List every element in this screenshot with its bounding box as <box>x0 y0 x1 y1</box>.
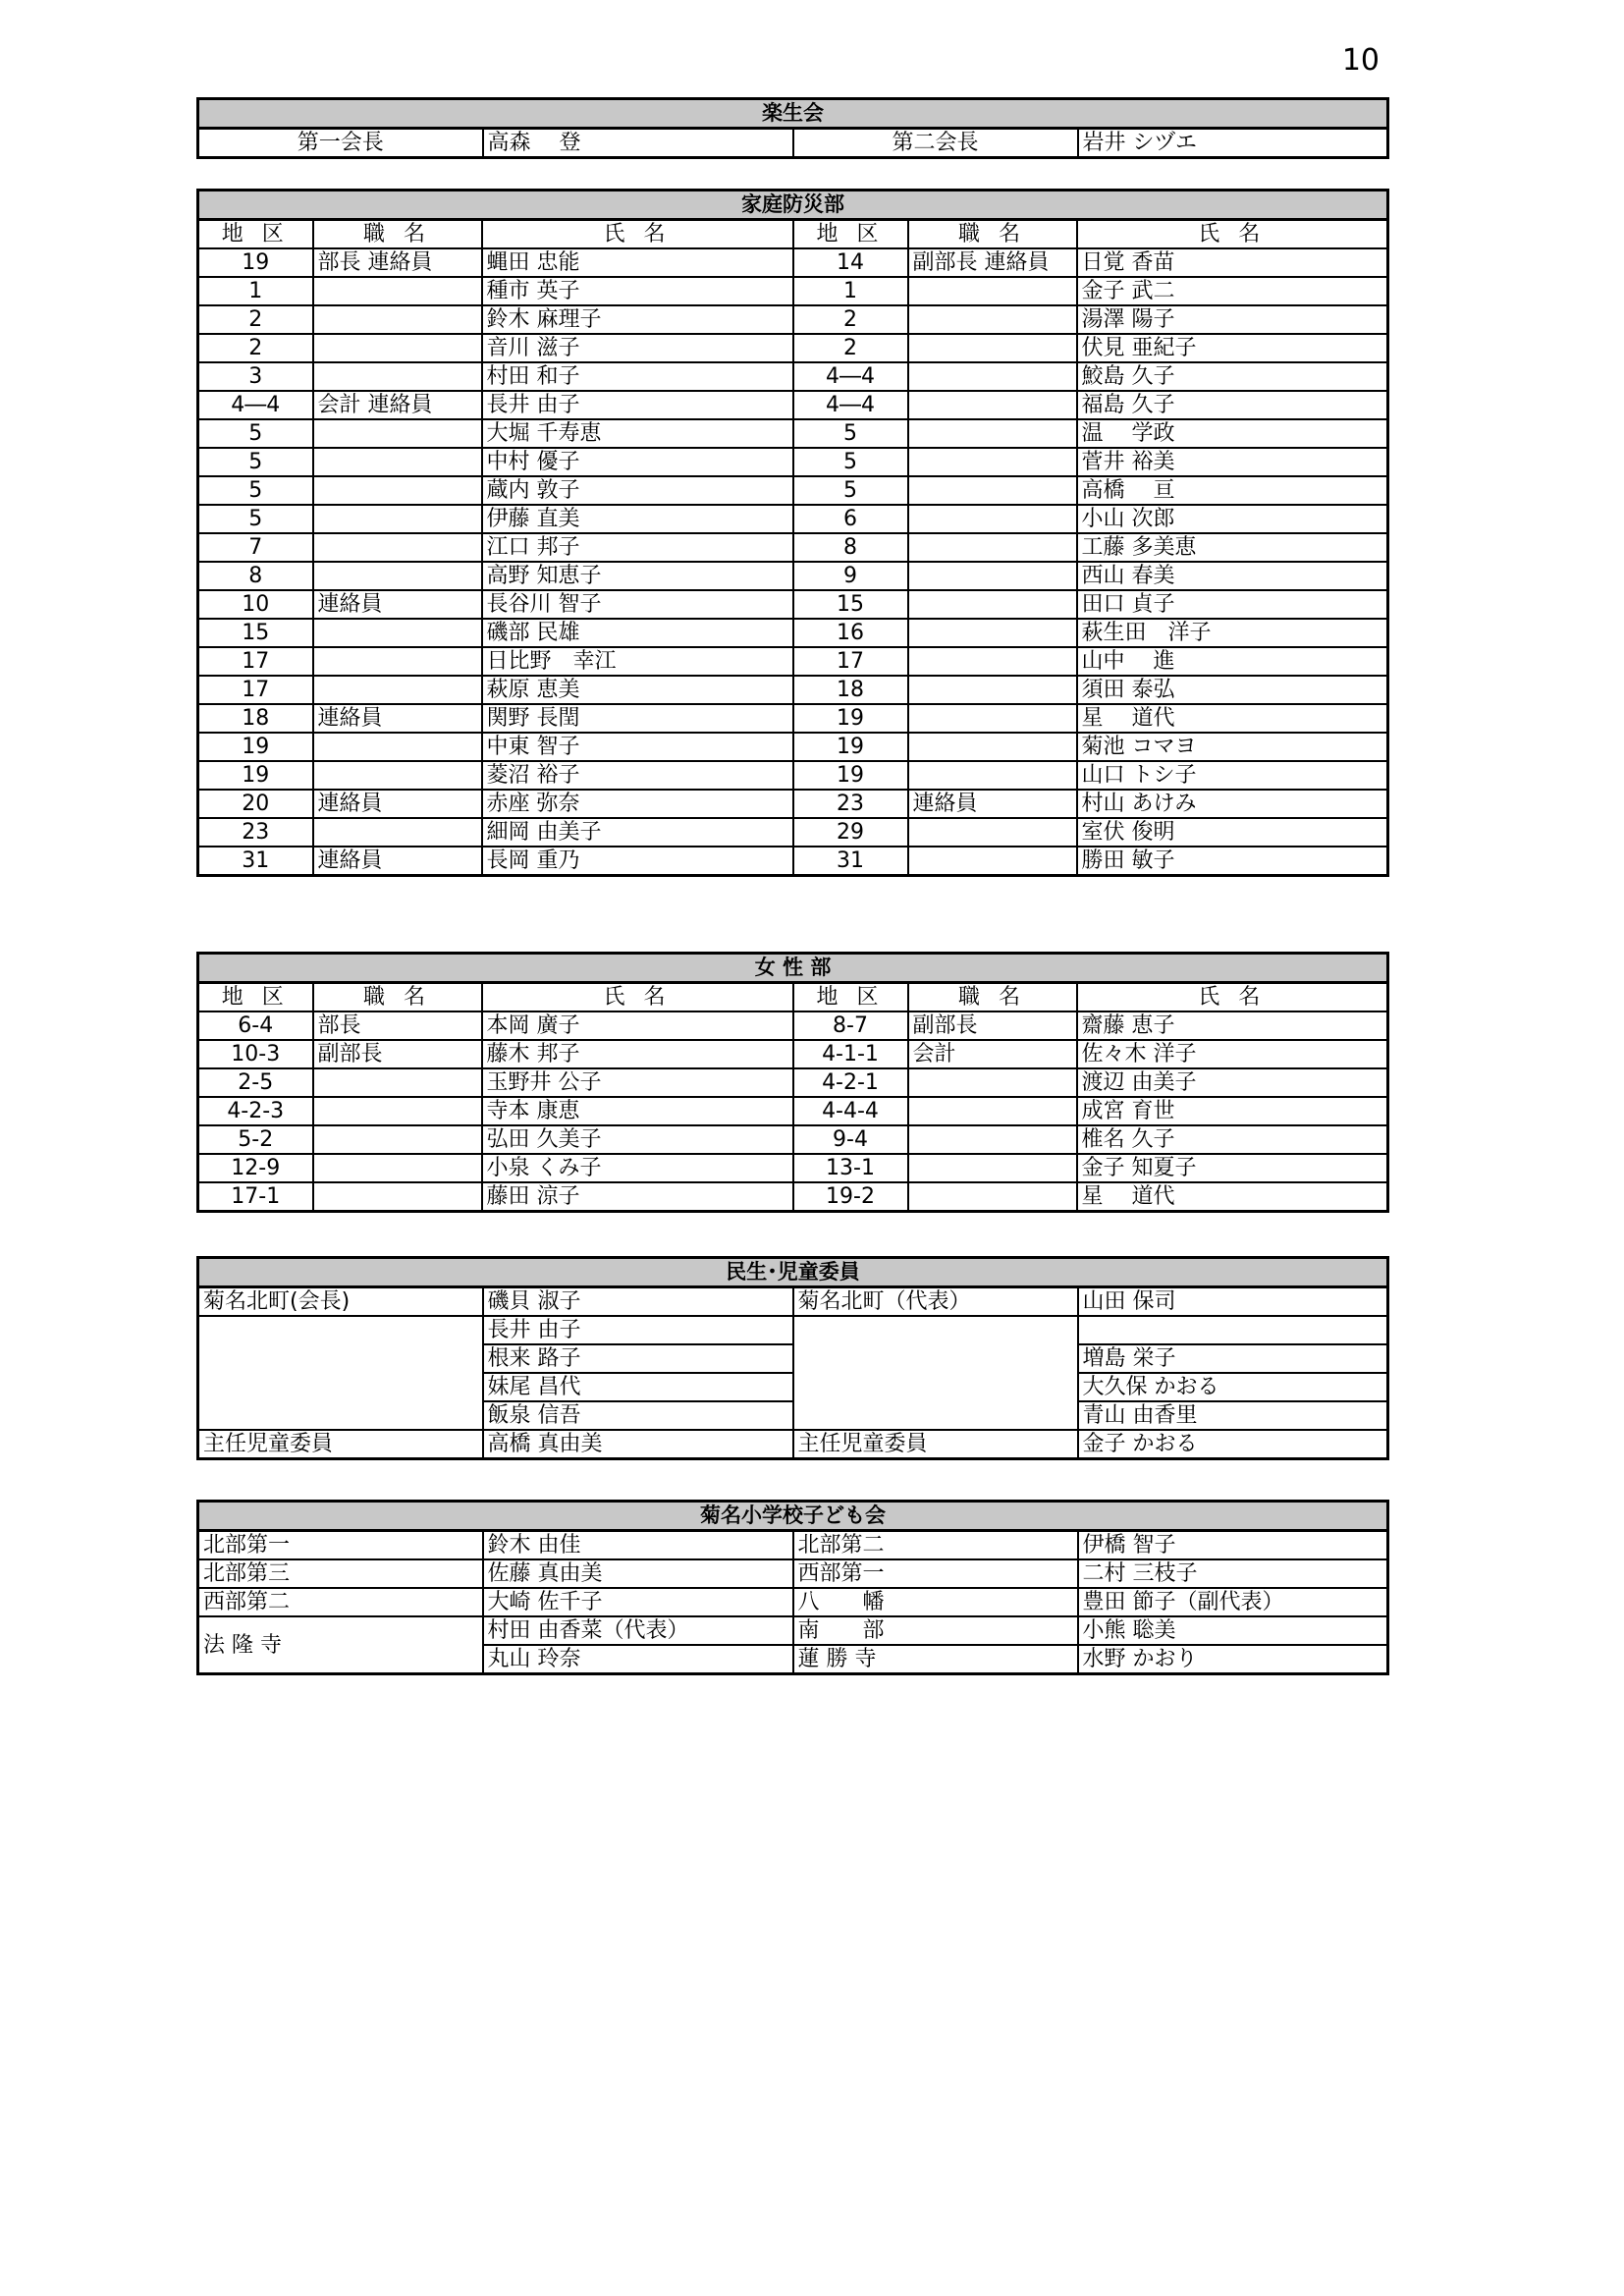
name-cell: 大久保 かおる <box>1078 1373 1388 1401</box>
district-cell: 2 <box>198 334 313 362</box>
role-cell <box>908 533 1077 562</box>
minsei-table <box>196 1256 1389 1460</box>
district-cell: 19 <box>793 704 908 733</box>
role-cell: 会計 連絡員 <box>313 391 482 419</box>
name-cell: 二村 三枝子 <box>1078 1559 1388 1588</box>
role-cell <box>908 305 1077 334</box>
name-cell: 山田 保司 <box>1078 1287 1388 1317</box>
name-cell: 椎名 久子 <box>1077 1125 1388 1154</box>
chief-label: 主任児童委員 <box>198 1430 483 1459</box>
area-label-blank <box>198 1316 483 1430</box>
name-cell: 寺本 康恵 <box>482 1097 793 1125</box>
role-cell <box>313 1125 482 1154</box>
role-cell <box>313 1154 482 1182</box>
role-cell: 連絡員 <box>313 704 482 733</box>
column-header: 地 区 <box>793 220 908 249</box>
name-cell: 音川 滋子 <box>482 334 793 362</box>
name-cell: 磯部 民雄 <box>482 619 793 647</box>
role-cell <box>908 647 1077 676</box>
table-row <box>198 704 1388 733</box>
name-cell: 長井 由子 <box>483 1316 793 1344</box>
role-cell <box>908 847 1077 876</box>
role-cell <box>313 305 482 334</box>
name-cell: 小熊 聡美 <box>1078 1616 1388 1645</box>
table-row <box>198 733 1388 761</box>
role-cell <box>313 619 482 647</box>
role-cell: 連絡員 <box>313 847 482 876</box>
name-cell: 金子 知夏子 <box>1077 1154 1388 1182</box>
area-label: 西部第一 <box>793 1559 1078 1588</box>
name-cell <box>1078 1316 1388 1344</box>
role-cell <box>313 1097 482 1125</box>
role-cell <box>908 1068 1077 1097</box>
name-cell: 星 道代 <box>1077 1182 1388 1212</box>
district-cell: 4-2-3 <box>198 1097 313 1125</box>
role-cell <box>908 362 1077 391</box>
role-cell <box>313 676 482 704</box>
district-cell: 20 <box>198 790 313 818</box>
name-cell: 水野 かおり <box>1078 1645 1388 1674</box>
name-cell: 赤座 弥奈 <box>482 790 793 818</box>
name-cell: 伊橋 智子 <box>1078 1531 1388 1560</box>
rakuseikai-table <box>196 97 1389 159</box>
table-row <box>198 505 1388 533</box>
role-cell <box>908 590 1077 619</box>
table-row <box>198 790 1388 818</box>
table-row <box>198 1182 1388 1212</box>
district-cell: 13-1 <box>793 1154 908 1182</box>
role-cell: 連絡員 <box>908 790 1077 818</box>
role-cell <box>908 619 1077 647</box>
table-row <box>198 619 1388 647</box>
name-cell: 渡辺 由美子 <box>1077 1068 1388 1097</box>
district-cell: 31 <box>793 847 908 876</box>
role-cell <box>908 448 1077 476</box>
table-row <box>198 248 1388 277</box>
district-cell: 5 <box>198 476 313 505</box>
district-cell: 5 <box>793 476 908 505</box>
area-label: 北部第二 <box>793 1531 1078 1560</box>
name-cell: 村山 あけみ <box>1077 790 1388 818</box>
role-cell: 連絡員 <box>313 790 482 818</box>
table-row <box>198 419 1388 448</box>
table-row <box>198 1125 1388 1154</box>
district-cell: 8 <box>198 562 313 590</box>
district-cell: 15 <box>793 590 908 619</box>
role-cell <box>908 761 1077 790</box>
name-cell: 岩井 シヅエ <box>1078 129 1388 158</box>
name-cell: 細岡 由美子 <box>482 818 793 847</box>
table-row <box>198 847 1388 876</box>
name-cell: 丸山 玲奈 <box>483 1645 793 1674</box>
name-cell: 齋藤 恵子 <box>1077 1011 1388 1040</box>
role-cell: 副部長 連絡員 <box>908 248 1077 277</box>
page-number: 10 <box>1341 43 1380 78</box>
role-cell <box>313 818 482 847</box>
role-cell <box>313 476 482 505</box>
area-label: 西部第二 <box>198 1588 483 1616</box>
name-cell: 田口 貞子 <box>1077 590 1388 619</box>
role-cell <box>313 419 482 448</box>
role-cell: 連絡員 <box>313 590 482 619</box>
name-cell: 菊池 コマヨ <box>1077 733 1388 761</box>
name-cell: 勝田 敏子 <box>1077 847 1388 876</box>
name-cell: 高橋 真由美 <box>483 1430 793 1459</box>
column-header: 地 区 <box>793 983 908 1012</box>
chief-label: 主任児童委員 <box>793 1430 1078 1459</box>
name-cell: 玉野井 公子 <box>482 1068 793 1097</box>
district-cell: 15 <box>198 619 313 647</box>
district-cell: 4-1-1 <box>793 1040 908 1068</box>
role-cell <box>313 562 482 590</box>
table-row <box>198 676 1388 704</box>
district-cell: 16 <box>793 619 908 647</box>
name-cell: 日比野 幸江 <box>482 647 793 676</box>
name-cell: 金子 かおる <box>1078 1430 1388 1459</box>
role-cell <box>313 733 482 761</box>
name-cell: 村田 和子 <box>482 362 793 391</box>
role-cell <box>908 562 1077 590</box>
table-row <box>198 1154 1388 1182</box>
role-cell: 副部長 <box>908 1011 1077 1040</box>
role-cell <box>908 277 1077 305</box>
district-cell: 6 <box>793 505 908 533</box>
name-cell: 蔵内 敦子 <box>482 476 793 505</box>
role-cell <box>908 1182 1077 1212</box>
column-header: 職 名 <box>313 220 482 249</box>
name-cell: 室伏 俊明 <box>1077 818 1388 847</box>
role-cell <box>313 334 482 362</box>
column-header: 職 名 <box>908 220 1077 249</box>
bosai-table <box>196 189 1389 877</box>
name-cell: 関野 長閏 <box>482 704 793 733</box>
name-cell: 弘田 久美子 <box>482 1125 793 1154</box>
role-cell: 第二会長 <box>793 129 1078 158</box>
district-cell: 1 <box>198 277 313 305</box>
area-label: 法 隆 寺 <box>198 1616 483 1674</box>
area-label: 菊名北町(会長) <box>198 1287 483 1317</box>
name-cell: 中東 智子 <box>482 733 793 761</box>
district-cell: 4-4-4 <box>793 1097 908 1125</box>
name-cell: 温 学政 <box>1077 419 1388 448</box>
name-cell: 小山 次郎 <box>1077 505 1388 533</box>
area-label: 北部第一 <box>198 1531 483 1560</box>
name-cell: 小泉 くみ子 <box>482 1154 793 1182</box>
role-cell <box>313 761 482 790</box>
district-cell: 6-4 <box>198 1011 313 1040</box>
section-title: 民生･児童委員 <box>198 1258 1388 1287</box>
name-cell: 伊藤 直美 <box>482 505 793 533</box>
district-cell: 2 <box>793 305 908 334</box>
name-cell: 種市 英子 <box>482 277 793 305</box>
district-cell: 17 <box>198 647 313 676</box>
role-cell <box>908 733 1077 761</box>
josei-section <box>196 952 1386 1213</box>
district-cell: 31 <box>198 847 313 876</box>
district-cell: 8-7 <box>793 1011 908 1040</box>
column-header: 氏 名 <box>1077 220 1388 249</box>
name-cell: 湯澤 陽子 <box>1077 305 1388 334</box>
role-cell <box>908 1125 1077 1154</box>
section-title: 菊名小学校子ども会 <box>198 1502 1388 1531</box>
table-row <box>198 1068 1388 1097</box>
role-cell <box>313 1068 482 1097</box>
name-cell: 菅井 裕美 <box>1077 448 1388 476</box>
name-cell: 福島 久子 <box>1077 391 1388 419</box>
kodomo-section <box>196 1500 1386 1675</box>
district-cell: 4―4 <box>198 391 313 419</box>
district-cell: 4―4 <box>793 391 908 419</box>
role-cell: 第一会長 <box>198 129 483 158</box>
area-label: 蓮 勝 寺 <box>793 1645 1078 1674</box>
name-cell: 高野 知恵子 <box>482 562 793 590</box>
table-row <box>198 362 1388 391</box>
name-cell: 高森 登 <box>483 129 793 158</box>
column-header: 職 名 <box>313 983 482 1012</box>
role-cell: 部長 <box>313 1011 482 1040</box>
district-cell: 19 <box>198 733 313 761</box>
name-cell: 根来 路子 <box>483 1344 793 1373</box>
area-label: 南 部 <box>793 1616 1078 1645</box>
district-cell: 1 <box>793 277 908 305</box>
district-cell: 3 <box>198 362 313 391</box>
josei-table <box>196 952 1389 1213</box>
table-row <box>198 533 1388 562</box>
role-cell <box>313 505 482 533</box>
area-label: 北部第三 <box>198 1559 483 1588</box>
table-row <box>198 1040 1388 1068</box>
role-cell <box>313 533 482 562</box>
district-cell: 2 <box>793 334 908 362</box>
column-header: 氏 名 <box>482 983 793 1012</box>
role-cell <box>908 419 1077 448</box>
name-cell: 佐藤 真由美 <box>483 1559 793 1588</box>
district-cell: 9 <box>793 562 908 590</box>
name-cell: 星 道代 <box>1077 704 1388 733</box>
name-cell: 須田 泰弘 <box>1077 676 1388 704</box>
name-cell: 大堀 千寿恵 <box>482 419 793 448</box>
role-cell <box>313 448 482 476</box>
name-cell: 金子 武二 <box>1077 277 1388 305</box>
table-row <box>198 818 1388 847</box>
role-cell <box>908 391 1077 419</box>
district-cell: 8 <box>793 533 908 562</box>
area-label: 八 幡 <box>793 1588 1078 1616</box>
role-cell: 会計 <box>908 1040 1077 1068</box>
role-cell: 部長 連絡員 <box>313 248 482 277</box>
name-cell: 飯泉 信吾 <box>483 1401 793 1430</box>
district-cell: 18 <box>793 676 908 704</box>
district-cell: 12-9 <box>198 1154 313 1182</box>
name-cell: 大崎 佐千子 <box>483 1588 793 1616</box>
column-header: 地 区 <box>198 220 313 249</box>
name-cell: 長井 由子 <box>482 391 793 419</box>
name-cell: 中村 優子 <box>482 448 793 476</box>
district-cell: 5 <box>793 419 908 448</box>
table-row <box>198 448 1388 476</box>
name-cell: 工藤 多美恵 <box>1077 533 1388 562</box>
table-row <box>198 334 1388 362</box>
name-cell: 妹尾 昌代 <box>483 1373 793 1401</box>
table-row <box>198 391 1388 419</box>
district-cell: 4―4 <box>793 362 908 391</box>
district-cell: 5 <box>198 448 313 476</box>
table-row <box>198 476 1388 505</box>
area-label-blank <box>793 1316 1078 1430</box>
district-cell: 19-2 <box>793 1182 908 1212</box>
name-cell: 増島 栄子 <box>1078 1344 1388 1373</box>
name-cell: 山中 進 <box>1077 647 1388 676</box>
name-cell: 菱沼 裕子 <box>482 761 793 790</box>
role-cell <box>908 1154 1077 1182</box>
district-cell: 10-3 <box>198 1040 313 1068</box>
role-cell <box>908 676 1077 704</box>
district-cell: 9-4 <box>793 1125 908 1154</box>
role-cell <box>313 362 482 391</box>
name-cell: 青山 由香里 <box>1078 1401 1388 1430</box>
name-cell: 山口 トシ子 <box>1077 761 1388 790</box>
district-cell: 19 <box>793 733 908 761</box>
district-cell: 5-2 <box>198 1125 313 1154</box>
name-cell: 萩原 恵美 <box>482 676 793 704</box>
role-cell <box>313 1182 482 1212</box>
district-cell: 17 <box>198 676 313 704</box>
table-row <box>198 761 1388 790</box>
name-cell: 鈴木 麻理子 <box>482 305 793 334</box>
district-cell: 7 <box>198 533 313 562</box>
name-cell: 日覚 香苗 <box>1077 248 1388 277</box>
section-title: 女 性 部 <box>198 954 1388 983</box>
name-cell: 鈴木 由佳 <box>483 1531 793 1560</box>
table-row <box>198 562 1388 590</box>
district-cell: 2-5 <box>198 1068 313 1097</box>
name-cell: 鮫島 久子 <box>1077 362 1388 391</box>
name-cell: 藤木 邦子 <box>482 1040 793 1068</box>
district-cell: 23 <box>793 790 908 818</box>
name-cell: 西山 春美 <box>1077 562 1388 590</box>
district-cell: 23 <box>198 818 313 847</box>
district-cell: 17 <box>793 647 908 676</box>
table-row <box>198 277 1388 305</box>
name-cell: 江口 邦子 <box>482 533 793 562</box>
name-cell: 藤田 涼子 <box>482 1182 793 1212</box>
district-cell: 10 <box>198 590 313 619</box>
district-cell: 5 <box>198 419 313 448</box>
bosai-section <box>196 189 1386 877</box>
rakuseikai-section <box>196 97 1386 159</box>
name-cell: 村田 由香菜（代表） <box>483 1616 793 1645</box>
district-cell: 14 <box>793 248 908 277</box>
column-header: 地 区 <box>198 983 313 1012</box>
role-cell <box>908 476 1077 505</box>
name-cell: 本岡 廣子 <box>482 1011 793 1040</box>
table-row <box>198 1011 1388 1040</box>
column-header: 氏 名 <box>1077 983 1388 1012</box>
table-row <box>198 647 1388 676</box>
role-cell <box>313 277 482 305</box>
district-cell: 2 <box>198 305 313 334</box>
role-cell <box>908 818 1077 847</box>
district-cell: 19 <box>793 761 908 790</box>
district-cell: 18 <box>198 704 313 733</box>
column-header: 氏 名 <box>482 220 793 249</box>
name-cell: 豊田 節子（副代表） <box>1078 1588 1388 1616</box>
district-cell: 19 <box>198 761 313 790</box>
name-cell: 磯貝 淑子 <box>483 1287 793 1317</box>
name-cell: 高橋 亘 <box>1077 476 1388 505</box>
role-cell: 副部長 <box>313 1040 482 1068</box>
role-cell <box>313 647 482 676</box>
name-cell: 長谷川 智子 <box>482 590 793 619</box>
name-cell: 蝿田 忠能 <box>482 248 793 277</box>
column-header: 職 名 <box>908 983 1077 1012</box>
table-row <box>198 1097 1388 1125</box>
minsei-section <box>196 1256 1386 1460</box>
section-title: 楽生会 <box>198 99 1388 129</box>
name-cell: 伏見 亜紀子 <box>1077 334 1388 362</box>
name-cell: 萩生田 洋子 <box>1077 619 1388 647</box>
district-cell: 4-2-1 <box>793 1068 908 1097</box>
district-cell: 19 <box>198 248 313 277</box>
table-row <box>198 305 1388 334</box>
name-cell: 佐々木 洋子 <box>1077 1040 1388 1068</box>
name-cell: 長岡 重乃 <box>482 847 793 876</box>
district-cell: 29 <box>793 818 908 847</box>
section-title: 家庭防災部 <box>198 191 1388 220</box>
role-cell <box>908 704 1077 733</box>
district-cell: 5 <box>198 505 313 533</box>
name-cell: 成宮 育世 <box>1077 1097 1388 1125</box>
table-row <box>198 590 1388 619</box>
district-cell: 5 <box>793 448 908 476</box>
role-cell <box>908 334 1077 362</box>
kodomo-table <box>196 1500 1389 1675</box>
role-cell <box>908 505 1077 533</box>
role-cell <box>908 1097 1077 1125</box>
district-cell: 17-1 <box>198 1182 313 1212</box>
area-label: 菊名北町（代表） <box>793 1287 1078 1317</box>
